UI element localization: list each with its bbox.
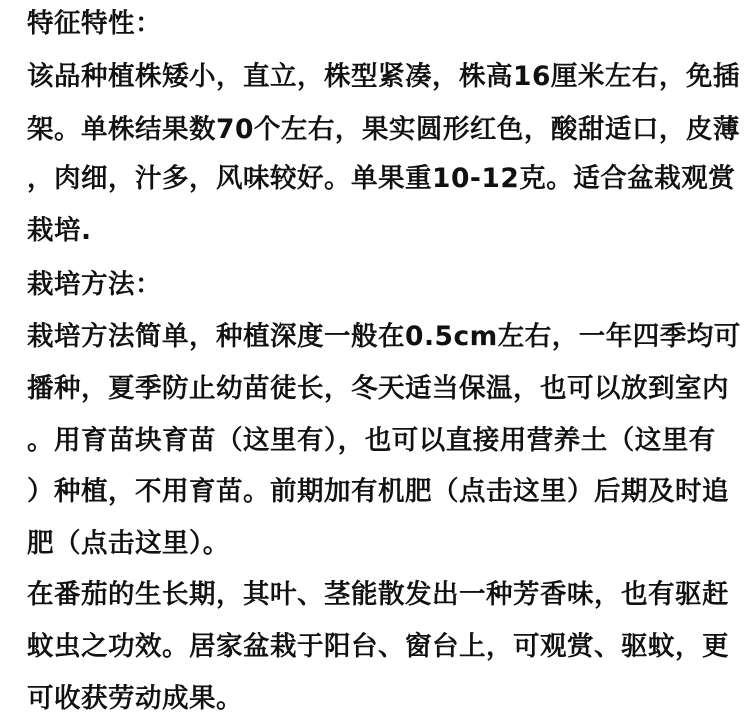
cultivation-line-5: 肥（点击这里）。 bbox=[27, 528, 230, 559]
cultivation-line-4: ）种植，不用育苗。前期加有机肥（点击这里）后期及时追 bbox=[27, 476, 729, 507]
benefit-line-1: 在番茄的生长期，其叶、茎能散发出一种芳香味，也有驱赶 bbox=[27, 579, 729, 610]
heading-cultivation: 栽培方法： bbox=[27, 269, 162, 300]
cultivation-line-2: 播种，夏季防止幼苗徒长，冬天适当保温，也可以放到室内 bbox=[27, 373, 729, 404]
features-line-3: ，肉细，汁多，风味较好。单果重10-12克。适合盆栽观赏 bbox=[27, 163, 736, 194]
benefit-line-2: 蚊虫之功效。居家盆栽于阳台、窗台上，可观赏、驱蚊，更 bbox=[27, 631, 729, 662]
benefit-line-3: 可收获劳动成果。 bbox=[27, 683, 243, 714]
features-line-1: 该品种植株矮小，直立，株型紧凑，株高16厘米左右，免插 bbox=[27, 61, 740, 92]
features-line-4: 栽培. bbox=[27, 215, 92, 246]
features-line-2: 架。单株结果数70个左右，果实圆形红色，酸甜适口，皮薄 bbox=[27, 114, 740, 145]
cultivation-line-1: 栽培方法简单，种植深度一般在0.5cm左右，一年四季均可 bbox=[27, 321, 741, 352]
cultivation-line-3: 。用育苗块育苗（这里有），也可以直接用营养土（这里有 bbox=[27, 425, 716, 456]
heading-features: 特征特性： bbox=[27, 8, 162, 39]
